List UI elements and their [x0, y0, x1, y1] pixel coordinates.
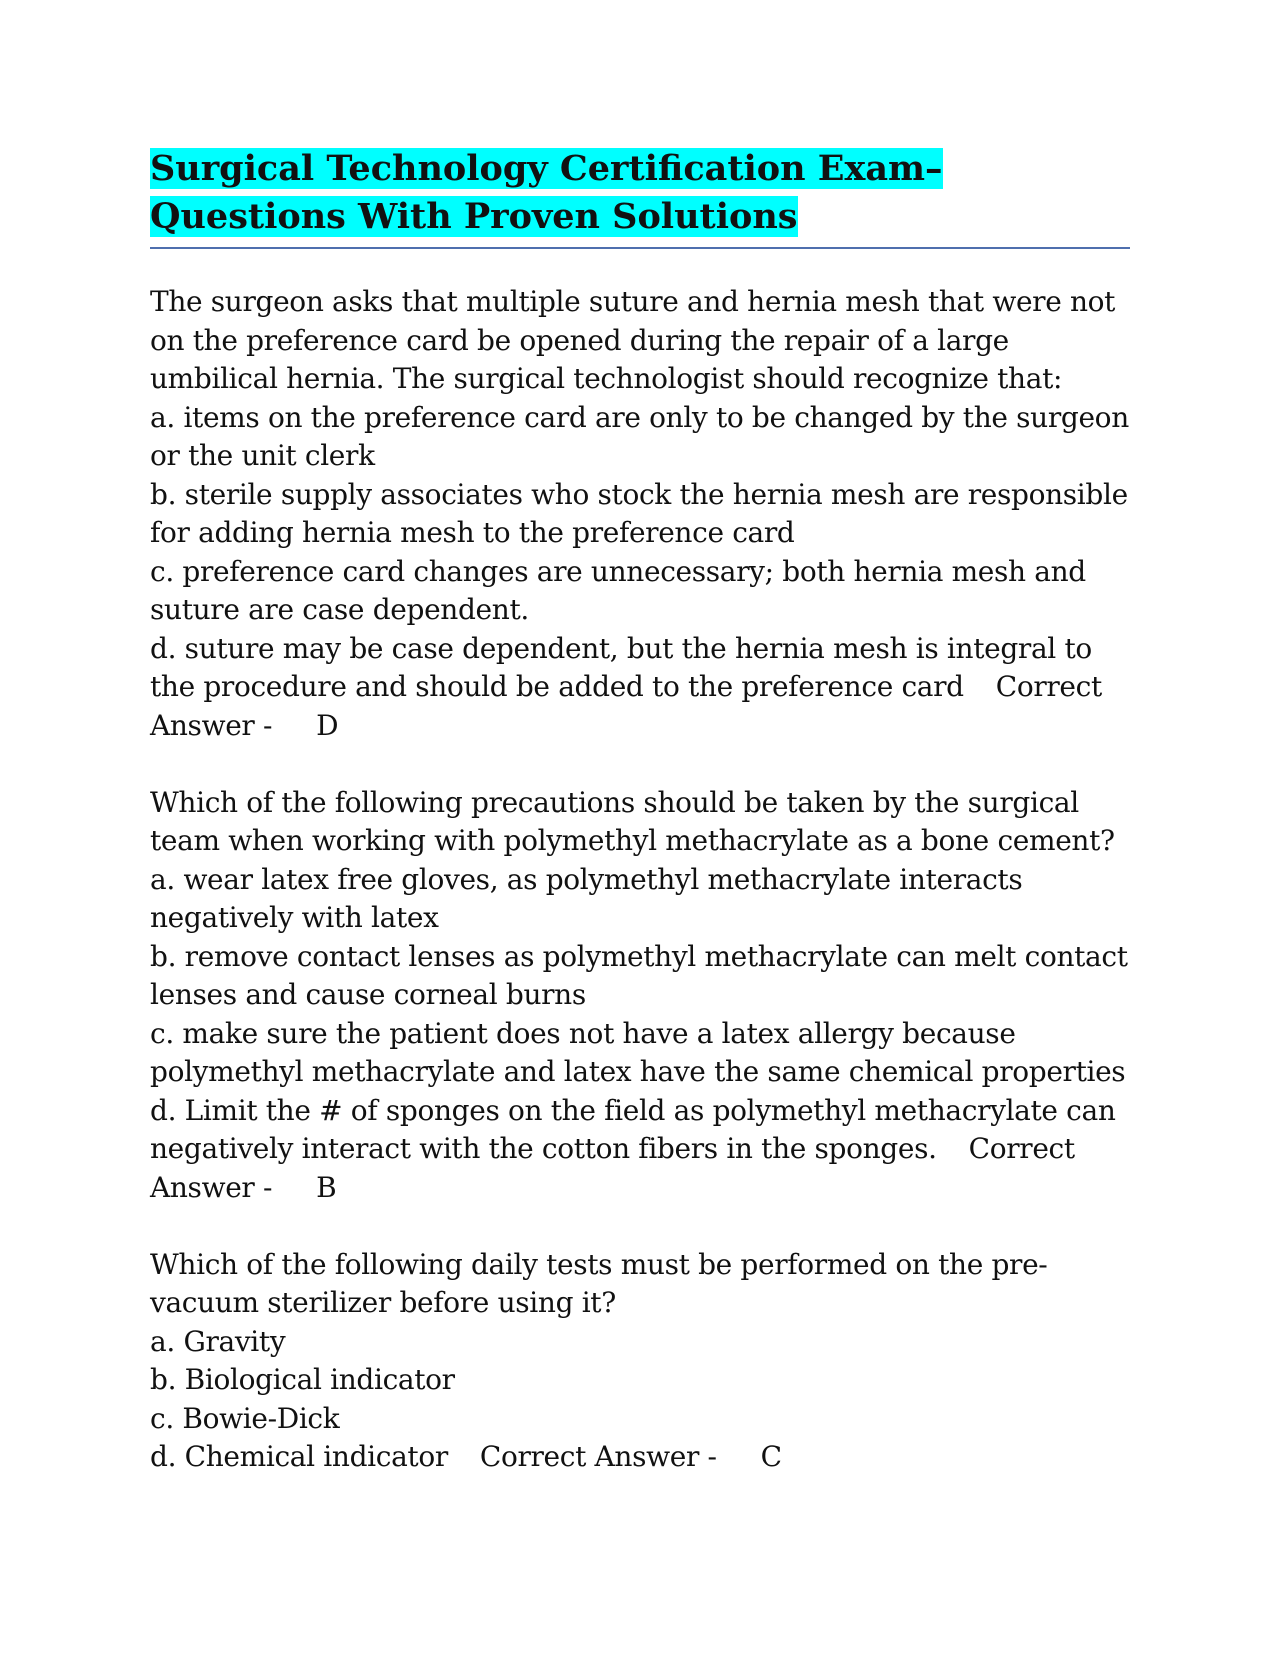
question-stem: The surgeon asks that multiple suture and hernia mesh that were not on the preference card be opened during the repair of a large umbilical hernia. The surgical technologist should recognize that:: [150, 285, 1116, 395]
question-block: [150, 283, 1130, 745]
correct-answer-value: C: [760, 1440, 782, 1473]
correct-answer-label: Correct Answer -: [150, 670, 1102, 742]
answer-option: c. make sure the patient does not have a latex allergy because polymethyl methacrylate and latex have the same chemical properties: [150, 1016, 1126, 1088]
title-highlight: Surgical Technology Certification Exam– Questions With Proven Solutions: [150, 148, 943, 237]
correct-answer-value: D: [316, 708, 339, 742]
answer-option-with-answer: [150, 630, 1130, 746]
question-block: [150, 1246, 1130, 1477]
answer-option: b. remove contact lenses as polymethyl methacrylate can melt contact lenses and cause corneal burns: [150, 939, 1128, 1011]
correct-answer-label: Correct Answer -: [150, 1132, 1075, 1204]
correct-answer-value: B: [316, 1170, 337, 1204]
answer-option: d. Chemical indicator: [150, 1440, 448, 1473]
answer-option: b. sterile supply associates who stock the hernia mesh are responsible for adding hernia mesh to the preference card: [150, 477, 1128, 549]
title-divider: [150, 247, 1130, 249]
answer-option: a. items on the preference card are only to be changed by the surgeon or the unit clerk: [150, 400, 1129, 472]
document-page: [150, 145, 1130, 1515]
answer-option: d. suture may be case dependent, but the hernia mesh is integral to the procedure and should be added to the preference card: [150, 631, 1092, 703]
question-stem: Which of the following daily tests must be performed on the pre-vacuum sterilizer before using it?: [150, 1247, 1048, 1319]
answer-option: c. preference card changes are unnecessary; both hernia mesh and suture are case dependent.: [150, 554, 1086, 626]
answer-option: c. Bowie-Dick: [150, 1401, 340, 1435]
answer-option: a. wear latex free gloves, as polymethyl methacrylate interacts negatively with latex: [150, 862, 1023, 934]
answer-option-with-answer: [150, 1438, 1130, 1477]
question-stem: Which of the following precautions should be taken by the surgical team when working with polymethyl methacrylate as a bone cement?: [150, 785, 1115, 857]
answer-option: b. Biological indicator: [150, 1363, 455, 1396]
question-block: [150, 784, 1130, 1208]
questions-list: [150, 283, 1130, 1477]
document-title: [150, 145, 1130, 241]
answer-option: a. Gravity: [150, 1324, 286, 1358]
answer-option: d. Limit the # of sponges on the field as polymethyl methacrylate can negatively interact with the cotton fibers in the sponges.: [150, 1093, 1116, 1165]
answer-option-with-answer: [150, 1092, 1130, 1208]
correct-answer-label: Correct Answer -: [479, 1440, 717, 1473]
